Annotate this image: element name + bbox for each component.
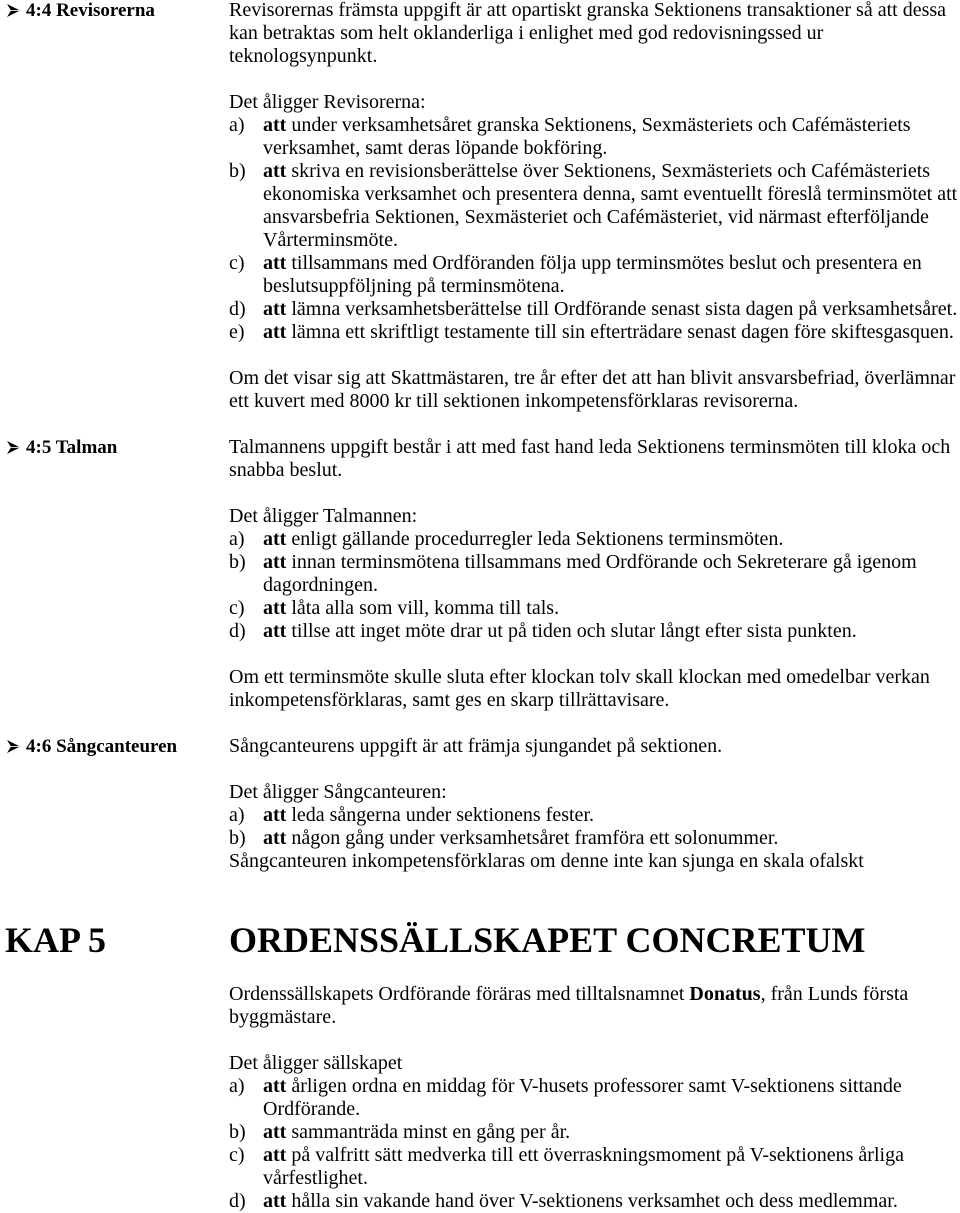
duties-closing: Sångcanteuren inkompetensförklaras om denne inte kan sjunga en skala ofalskt (229, 849, 864, 872)
list-item-keyword: att (263, 320, 287, 343)
list-item (229, 1144, 960, 1190)
list-item-letter: a) (229, 1074, 245, 1097)
list-item-keyword: att (263, 297, 287, 320)
list-item (229, 551, 960, 597)
list-item-text: lämna verksamhetsberättelse till Ordförande senast sista dagen på verksamhetsåret. (291, 297, 958, 320)
duties-list (229, 781, 960, 873)
list-item-letter: c) (229, 251, 245, 274)
chapter-intro (229, 983, 960, 1029)
list-item-letter: c) (229, 596, 245, 619)
list-item-first-line (229, 320, 960, 344)
paragraph (229, 367, 960, 413)
section-body (229, 0, 960, 413)
section (0, 436, 960, 712)
duties-lead: Det åligger sällskapet (229, 1051, 403, 1074)
section (0, 735, 960, 873)
list-item (229, 1190, 960, 1213)
list-item-keyword: att (263, 619, 287, 642)
list-item-first-line (229, 596, 960, 620)
list-item-keyword: att (263, 826, 287, 849)
list-item-continuation: ansvarsbefria Sektionen, Sexmästeriet och Cafémästeriet, vid närmast efterföljande (263, 205, 929, 228)
list-item-keyword: att (263, 1120, 287, 1143)
list-item-keyword: att (263, 113, 287, 136)
duties-list (229, 1052, 960, 1213)
list-item-letter: d) (229, 1189, 246, 1212)
list-item (229, 1121, 960, 1144)
list-item-continuation: beslutsuppföljning på terminsmötena. (263, 274, 565, 297)
list-item-letter: a) (229, 803, 245, 826)
list-item-continuation: Vårterminsmöte. (263, 228, 398, 251)
chapter-intro-line: byggmästare. (229, 1005, 337, 1028)
section-body (229, 436, 960, 712)
list-item (229, 114, 960, 160)
list-item-first-line (229, 803, 960, 827)
list-item-letter: d) (229, 297, 246, 320)
list-item-text: låta alla som vill, komma till tals. (291, 596, 560, 619)
list-item-first-line (229, 527, 960, 551)
list-item-keyword: att (263, 803, 287, 826)
list-item-keyword: att (263, 527, 287, 550)
list-item-text: enligt gällande procedurregler leda Sektionens terminsmöten. (291, 527, 784, 550)
paragraph-line: snabba beslut. (229, 458, 343, 481)
list-item-first-line (229, 826, 960, 850)
list-item-text: leda sångerna under sektionens fester. (291, 803, 594, 826)
paragraph-line: inkompetensförklaras, samt ges en skarp tillrättavisare. (229, 688, 670, 711)
list-item (229, 620, 960, 643)
paragraph-line: Revisorernas främsta uppgift är att opartiskt granska Sektionens transaktioner så att dessa (229, 0, 947, 21)
list-item-letter: b) (229, 826, 246, 849)
list-item-letter: d) (229, 619, 246, 642)
section-title: 4:6 Sångcanteuren (26, 735, 178, 757)
list-item-letter: a) (229, 527, 245, 550)
section-title: 4:4 Revisorerna (26, 0, 155, 21)
paragraph (229, 436, 960, 482)
list-item-continuation: vårfestlighet. (263, 1166, 368, 1189)
duties-list (229, 505, 960, 643)
list-item-continuation: dagordningen. (263, 573, 378, 596)
chapter-label: KAP 5 (5, 920, 107, 960)
list-item-continuation: ekonomiska verksamhet och presentera denna, samt eventuellt föreslå terminsmötet att (263, 182, 958, 205)
section-body (229, 735, 960, 873)
list-item-text: på valfritt sätt medverka till ett överraskningsmoment på V-sektionens årliga (291, 1143, 904, 1166)
chapter-heading (0, 919, 960, 961)
list-item-first-line (229, 1189, 960, 1213)
chapter-title: ORDENSSÄLLSKAPET CONCRETUM (229, 920, 866, 960)
paragraph (229, 0, 960, 68)
section-title: 4:5 Talman (26, 436, 118, 458)
paragraph-line: teknologsynpunkt. (229, 44, 378, 67)
list-item (229, 298, 960, 321)
list-item-keyword: att (263, 1143, 287, 1166)
list-item-text: skriva en revisionsberättelse över Sektionens, Sexmästeriets och Cafémästeriets (291, 159, 931, 182)
list-item-text: lämna ett skriftligt testamente till sin efterträdare senast dagen före skiftesgasquen. (291, 320, 954, 343)
paragraph (229, 666, 960, 712)
list-item-keyword: att (263, 550, 287, 573)
intro-text: , från Lunds första (760, 982, 909, 1005)
section-heading (0, 0, 229, 22)
list-item-first-line (229, 251, 960, 275)
arrow-bullet-icon (7, 4, 20, 17)
list-item-text: sammanträda minst en gång per år. (291, 1120, 571, 1143)
arrow-bullet-icon (7, 740, 20, 753)
list-item (229, 827, 960, 850)
chapter-body (229, 983, 960, 1213)
chapter-intro-line (229, 983, 960, 1006)
list-item (229, 1075, 960, 1121)
chapter (0, 919, 960, 1213)
list-item-letter: c) (229, 1143, 245, 1166)
section-heading (0, 436, 229, 459)
list-item-first-line (229, 550, 960, 574)
list-item-continuation: verksamhet, samt deras löpande bokföring. (263, 136, 608, 159)
paragraph-line: Talmannens uppgift består i att med fast hand leda Sektionens terminsmöten till kloka och (229, 435, 951, 458)
list-item-letter: b) (229, 159, 246, 182)
paragraph-line: Om det visar sig att Skattmästaren, tre år efter det att han blivit ansvarsbefriad, överlämnar (229, 366, 956, 389)
list-item-keyword: att (263, 1189, 287, 1212)
list-item (229, 804, 960, 827)
duties-lead: Det åligger Talmannen: (229, 504, 418, 527)
list-item-continuation: Ordförande. (263, 1097, 361, 1120)
intro-text: Ordenssällskapets Ordförande föräras med tilltalsnamnet (229, 982, 685, 1005)
list-item-keyword: att (263, 1074, 287, 1097)
paragraph (229, 735, 960, 758)
list-item-letter: a) (229, 113, 245, 136)
list-item-keyword: att (263, 596, 287, 619)
list-item-text: tillse att inget möte drar ut på tiden och slutar långt efter sista punkten. (291, 619, 857, 642)
paragraph-line: ett kuvert med 8000 kr till sektionen inkompetensförklaras revisorerna. (229, 389, 799, 412)
list-item-text: hålla sin vakande hand över V-sektionens verksamhet och dess medlemmar. (291, 1189, 898, 1212)
list-item-text: någon gång under verksamhetsåret framföra ett solonummer. (291, 826, 779, 849)
list-item-letter: b) (229, 1120, 246, 1143)
section-heading (0, 735, 229, 758)
list-item (229, 160, 960, 252)
list-item-first-line (229, 619, 960, 643)
list-item-first-line (229, 297, 960, 321)
list-item-letter: e) (229, 320, 245, 343)
list-item-first-line (229, 1120, 960, 1144)
list-item (229, 528, 960, 551)
list-item-text: årligen ordna en middag för V-husets professorer samt V-sektionens sittande (291, 1074, 902, 1097)
list-item-text: under verksamhetsåret granska Sektionens, Sexmästeriets och Cafémästeriets (291, 113, 911, 136)
list-item-text: innan terminsmötena tillsammans med Ordförande och Sekreterare gå igenom (291, 550, 917, 573)
list-item (229, 597, 960, 620)
list-item-letter: b) (229, 550, 246, 573)
duties-lead: Det åligger Sångcanteuren: (229, 780, 447, 803)
paragraph-line: kan betraktas som helt oklanderliga i enlighet med god redovisningssed ur (229, 21, 824, 44)
list-item-text: tillsammans med Ordföranden följa upp terminsmötes beslut och presentera en (291, 251, 922, 274)
duties-lead: Det åligger Revisorerna: (229, 90, 426, 113)
section (0, 0, 960, 413)
duties-list (229, 91, 960, 344)
list-item-first-line (229, 1074, 960, 1098)
list-item-keyword: att (263, 251, 287, 274)
list-item-first-line (229, 1143, 960, 1167)
list-item-first-line (229, 159, 960, 183)
paragraph-line: Sångcanteurens uppgift är att främja sjungandet på sektionen. (229, 734, 723, 757)
list-item-keyword: att (263, 159, 287, 182)
list-item (229, 252, 960, 298)
honorific-name: Donatus (689, 982, 761, 1005)
list-item-first-line (229, 113, 960, 137)
arrow-bullet-icon (7, 441, 20, 454)
paragraph-line: Om ett terminsmöte skulle sluta efter klockan tolv skall klockan med omedelbar verkan (229, 665, 930, 688)
list-item (229, 321, 960, 344)
